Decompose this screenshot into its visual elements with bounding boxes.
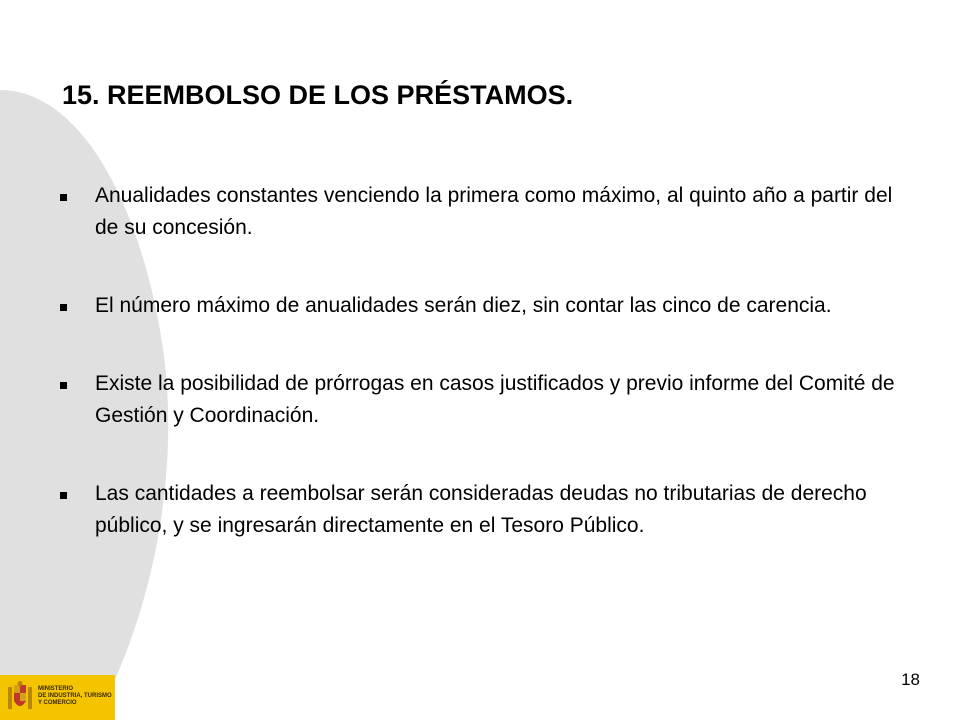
bullet-item: Anualidades constantes venciendo la primera como máximo, al quinto año a partir del de su concesión. [58,180,918,244]
logo-line: MINISTERIO [38,686,74,692]
bullet-item: Existe la posibilidad de prórrogas en casos justificados y previo informe del Comité de Gestión y Coordinación. [58,368,918,432]
ministry-logo [0,675,115,720]
bullet-item: El número máximo de anualidades serán diez, sin contar las cinco de carencia. [58,290,918,322]
logo-line: DE INDUSTRIA, TURISMO [38,693,112,699]
bullet-list [58,180,918,588]
logo-line: Y COMERCIO [38,700,77,706]
slide-title: 15. REEMBOLSO DE LOS PRÉSTAMOS. [62,80,574,110]
bullet-item: Las cantidades a reembolsar serán consideradas deudas no tributarias de derecho público, y se ingresarán directamente en el Tesoro Público. [58,478,918,542]
page-number: 18 [901,670,920,689]
coat-of-arms-icon [6,681,34,715]
